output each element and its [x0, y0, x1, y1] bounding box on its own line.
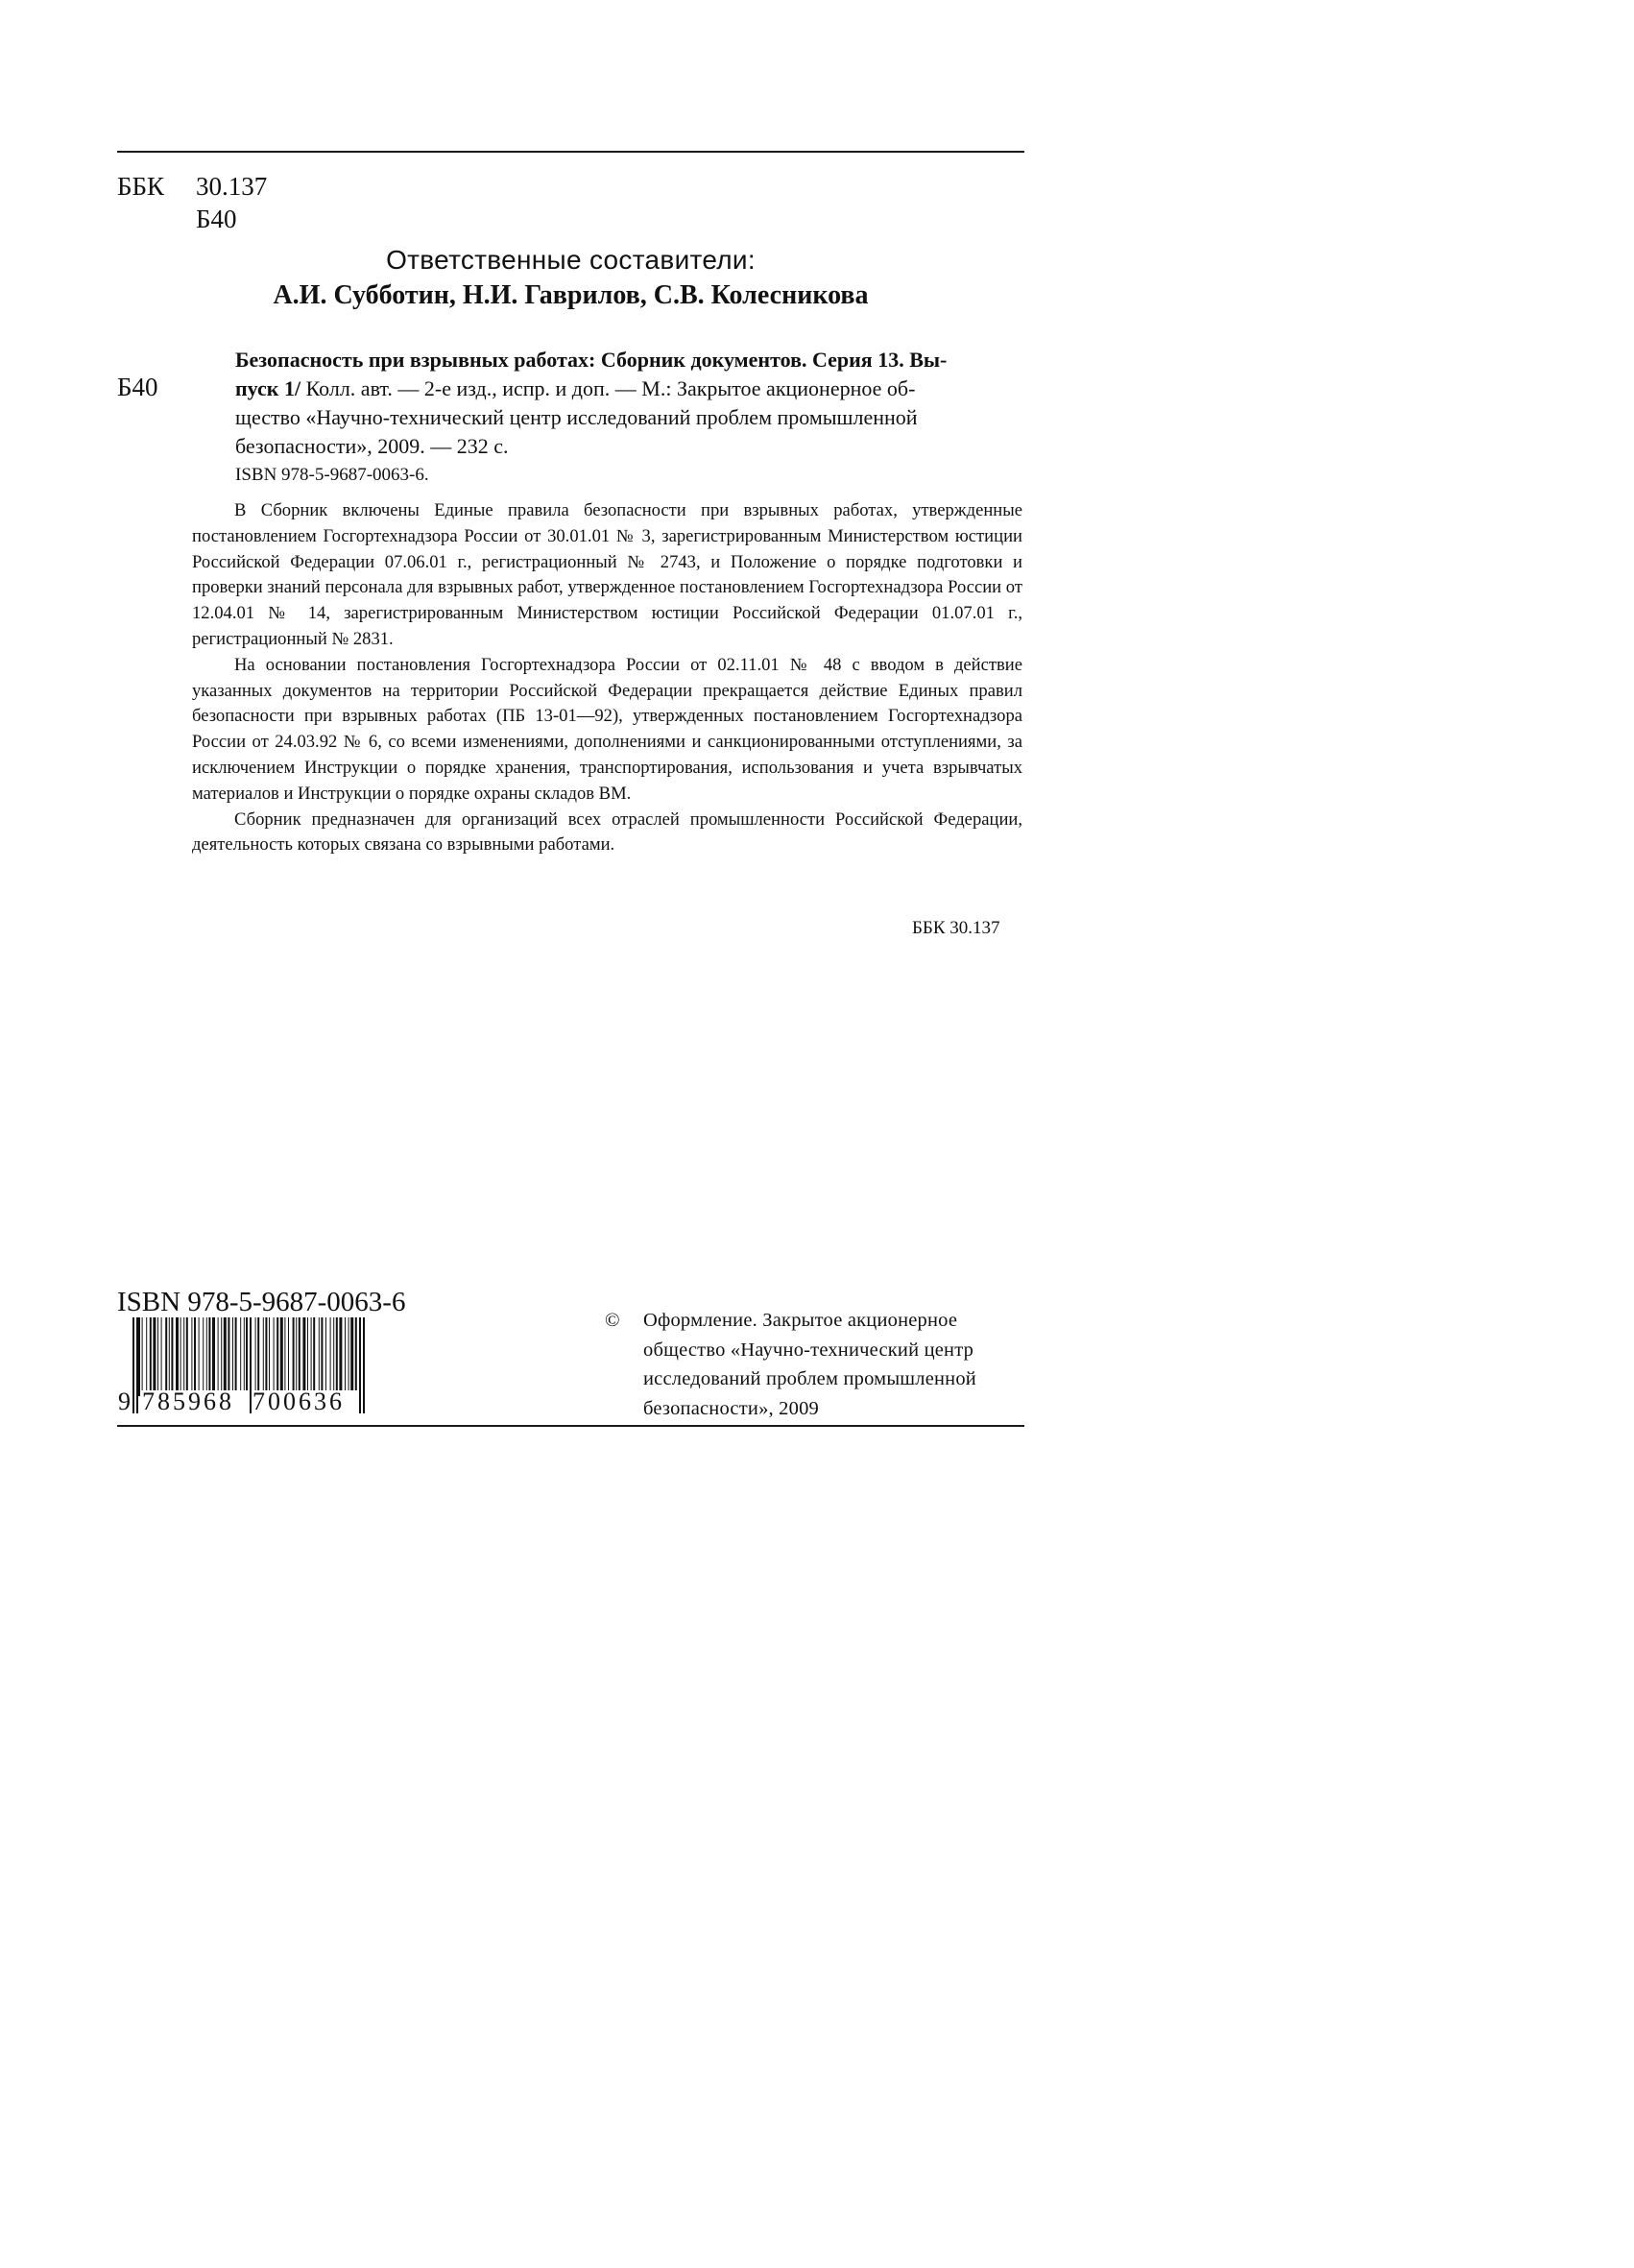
- annotation: [192, 498, 1022, 858]
- barcode-bar: [280, 1317, 283, 1396]
- barcode-bar: [299, 1317, 300, 1396]
- barcode-bar: [153, 1317, 156, 1396]
- barcode-bar: [142, 1317, 143, 1396]
- barcode-bar: [284, 1317, 285, 1396]
- barcode-bar: [212, 1317, 215, 1396]
- copyright-line-2: общество «Научно-технический центр: [643, 1339, 974, 1361]
- barcode-bar: [302, 1317, 305, 1396]
- barcode-bar: [345, 1317, 346, 1396]
- barcode-bar: [146, 1317, 147, 1396]
- top-rule: [117, 151, 1024, 153]
- barcode-bar: [150, 1317, 152, 1396]
- barcode-bar: [224, 1317, 227, 1396]
- catalog-title-line2: [235, 374, 1022, 403]
- barcode-bar: [171, 1317, 173, 1396]
- barcode-bar: [186, 1317, 188, 1396]
- barcode-bar: [339, 1317, 342, 1396]
- catalog-publisher: щество «Научно-технический центр исследований проблем промышленной: [235, 405, 918, 429]
- bbk-footer: ББК 30.137: [912, 918, 1000, 938]
- barcode-bar: [321, 1317, 323, 1396]
- barcode-bar: [176, 1317, 179, 1396]
- barcode-bar: [265, 1317, 267, 1396]
- isbn-barcode: [117, 1317, 376, 1413]
- barcode-bar: [350, 1317, 353, 1396]
- barcode-bar: [296, 1317, 297, 1396]
- catalog-isbn: ISBN 978-5-9687-0063-6.: [235, 465, 429, 485]
- barcode-bar: [232, 1317, 233, 1396]
- barcode-bar: [263, 1317, 264, 1396]
- barcode-bar: [157, 1317, 158, 1396]
- author-sign: Б40: [196, 205, 237, 233]
- catalog-side-sign: Б40: [117, 373, 158, 401]
- barcode-bar: [330, 1317, 331, 1396]
- barcode-bar: [269, 1317, 270, 1396]
- barcode-bar: [274, 1317, 275, 1396]
- barcode-bar: [244, 1317, 245, 1396]
- barcode-bar: [203, 1317, 204, 1396]
- annotation-paragraph-2: На основании постановления Госгортехнадзора России от 02.11.01 № 48 с вводом в действие указанных документов на территории Российской Федерации прекращается действие Единых правил безопасности при взрывных работах (ПБ 13-01—92), утвержденных постановлением Госгортехнадзора России от 24.03.92 № 6, со всеми изменениями, дополнениями и санкционированными отступлениями, за исключением Инструкции о порядке хранения, транспортирования, использования и учета взрывчатых материалов и Инструкции о порядке охраны складов ВМ.: [192, 654, 1022, 804]
- barcode-bar: [194, 1317, 196, 1396]
- annotation-paragraph-1: В Сборник включены Единые правила безопасности при взрывных работах, утвержденные постановлением Госгортехнадзора России от 30.01.01 № 3, зарегистрированным Министерством юстиции Российской Федерации 07.06.01 г., регистрационный № 2743, и Положение о порядке подготовки и проверки знаний персонала для взрывных работ, утвержденное постановлением Госгортехнадзора России от 12.04.01 № 14, зарегистрированным Министерством юстиции Российской Федерации 01.07.01 г., регистрационный № 2831.: [192, 500, 1022, 649]
- barcode-bar: [336, 1317, 338, 1396]
- copyright-icon: ©: [605, 1310, 620, 1331]
- copyright-line-1: Оформление. Закрытое акционерное: [643, 1310, 958, 1331]
- barcode-digits-right: 700636: [252, 1387, 345, 1413]
- copyright-line-3: исследований проблем промышленной: [643, 1368, 976, 1389]
- barcode-bar: [255, 1317, 256, 1396]
- barcode-digits-left: 785968: [142, 1387, 234, 1413]
- responsible-names: А.И. Субботин, Н.И. Гаврилов, С.В. Колесникова: [273, 280, 869, 310]
- barcode-bar: [235, 1317, 237, 1396]
- barcode-isbn-label: ISBN 978-5-9687-0063-6: [117, 1287, 406, 1317]
- catalog-title-line1: Безопасность при взрывных работах: Сборник документов. Серия 13. Вы-: [235, 348, 948, 372]
- bottom-rule: [117, 1425, 1024, 1427]
- catalog-issue: пуск 1/: [235, 376, 301, 400]
- barcode-bar: [257, 1317, 259, 1396]
- barcode-guard-bar: [363, 1317, 365, 1413]
- barcode-bar: [169, 1317, 170, 1396]
- annotation-paragraph-3: Сборник предназначен для организаций всех отраслей промышленности Российской Федерации, деятельность которых связана со взрывными работами.: [192, 808, 1022, 856]
- copyright-block: [605, 1306, 976, 1423]
- barcode-bar: [288, 1317, 289, 1396]
- barcode-bar: [180, 1317, 181, 1396]
- barcode-bar: [313, 1317, 315, 1396]
- responsible-title: Ответственные составители:: [386, 245, 756, 275]
- barcode-bar: [208, 1317, 210, 1396]
- barcode-bar: [199, 1317, 200, 1396]
- barcode-bar: [138, 1317, 140, 1396]
- barcode-bar: [355, 1317, 357, 1396]
- barcode-guard-bar: [132, 1317, 134, 1413]
- copyright-line-4: безопасности», 2009: [643, 1397, 819, 1419]
- barcode-bar: [276, 1317, 278, 1396]
- barcode-bar: [311, 1317, 312, 1396]
- barcode-digit-first: 9: [118, 1387, 131, 1413]
- barcode-bar: [325, 1317, 326, 1396]
- barcode-bar: [221, 1317, 222, 1396]
- barcode-bar: [240, 1317, 241, 1396]
- barcode-bar: [319, 1317, 320, 1396]
- barcode-bar: [183, 1317, 184, 1396]
- catalog-description: [235, 346, 1022, 490]
- barcode-bar: [228, 1317, 229, 1396]
- barcode-bar: [165, 1317, 167, 1396]
- barcode-bar: [218, 1317, 219, 1396]
- barcode-guard-bar: [136, 1317, 138, 1413]
- barcode-bar: [293, 1317, 295, 1396]
- barcode-guard-bar: [359, 1317, 361, 1413]
- bbk-code: 30.137: [196, 172, 268, 201]
- barcode-guard-bar: [250, 1317, 252, 1413]
- barcode-bar: [206, 1317, 207, 1396]
- barcode-bar: [307, 1317, 308, 1396]
- catalog-year-pages: безопасности», 2009. — 232 с.: [235, 434, 509, 458]
- barcode-bar: [161, 1317, 162, 1396]
- bbk-label: ББК: [117, 172, 165, 201]
- barcode-bar: [348, 1317, 349, 1396]
- catalog-edition: Колл. авт. — 2-е изд., испр. и доп. — М.: Закрытое акционерное об-: [300, 376, 916, 400]
- barcode-bar: [333, 1317, 334, 1396]
- barcode-bar: [191, 1317, 192, 1396]
